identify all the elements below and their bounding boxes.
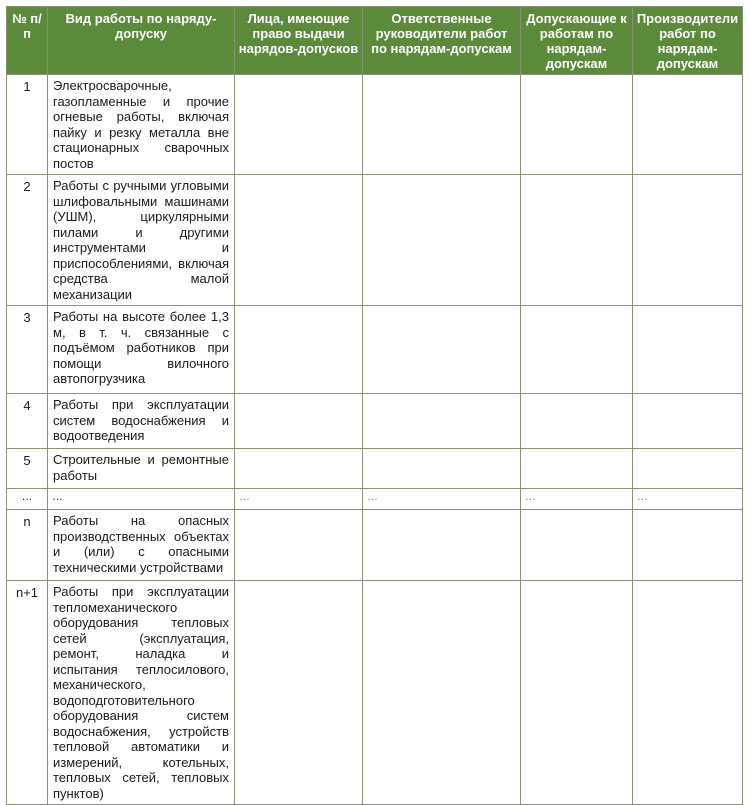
cell-issuers	[235, 175, 363, 306]
row-num: 4	[7, 394, 48, 449]
cell-issuers	[235, 394, 363, 449]
row-num: …	[7, 489, 48, 510]
header-admitters: Допускающие к работам по нарядам-допускам	[521, 7, 633, 75]
cell-producers	[633, 75, 743, 175]
header-num: № п/п	[7, 7, 48, 75]
ellipsis-row	[7, 489, 743, 510]
table-row	[7, 449, 743, 489]
row-work-type: Работы при эксплуатации тепломеханического оборудования тепловых сетей (эксплуатация, ремонт, наладка и испытания теплосилового, механического, водоподготовительного оборудования систем водоснабжения, устройств тепловой автоматики и измерений, котельных, тепловых сетей, тепловых пунктов)	[48, 581, 235, 805]
cell-producers	[633, 581, 743, 805]
cell-admitters	[521, 75, 633, 175]
table-row	[7, 75, 743, 175]
row-work-type: Строительные и ремонтные работы	[48, 449, 235, 489]
cell-admitters	[521, 510, 633, 581]
cell-producers	[633, 306, 743, 394]
cell-producers	[633, 510, 743, 581]
header-managers: Ответственные руководители работ по нарядам-допускам	[363, 7, 521, 75]
cell-admitters	[521, 581, 633, 805]
cell-managers	[363, 75, 521, 175]
permit-table	[6, 6, 743, 805]
row-num: 1	[7, 75, 48, 175]
cell-admitters: …	[521, 489, 633, 510]
cell-issuers	[235, 75, 363, 175]
cell-admitters	[521, 175, 633, 306]
cell-managers	[363, 394, 521, 449]
cell-issuers: …	[235, 489, 363, 510]
cell-producers	[633, 394, 743, 449]
cell-managers	[363, 306, 521, 394]
cell-admitters	[521, 449, 633, 489]
cell-issuers	[235, 581, 363, 805]
cell-admitters	[521, 394, 633, 449]
cell-managers: …	[363, 489, 521, 510]
row-work-type: …	[48, 489, 235, 510]
row-num: 5	[7, 449, 48, 489]
row-work-type: Работы при эксплуатации систем водоснабжения и водоотведения	[48, 394, 235, 449]
cell-issuers	[235, 306, 363, 394]
table-row	[7, 306, 743, 394]
cell-managers	[363, 175, 521, 306]
cell-managers	[363, 581, 521, 805]
cell-producers	[633, 175, 743, 306]
row-num: 2	[7, 175, 48, 306]
table-row	[7, 581, 743, 805]
cell-producers	[633, 449, 743, 489]
header-issuers: Лица, имеющие право выдачи нарядов-допусков	[235, 7, 363, 75]
table-row	[7, 175, 743, 306]
table-row	[7, 510, 743, 581]
row-num: 3	[7, 306, 48, 394]
row-num: n	[7, 510, 48, 581]
row-work-type: Работы на высоте более 1,3 м, в т. ч. связанные с подъёмом работников при помощи вилочного автопогрузчика	[48, 306, 235, 394]
header-row	[7, 7, 743, 75]
header-producers: Производители работ по нарядам-допускам	[633, 7, 743, 75]
cell-producers: …	[633, 489, 743, 510]
cell-managers	[363, 449, 521, 489]
cell-managers	[363, 510, 521, 581]
row-num: n+1	[7, 581, 48, 805]
table-row	[7, 394, 743, 449]
row-work-type: Работы на опасных производственных объектах и (или) с опасными техническими устройствами	[48, 510, 235, 581]
row-work-type: Электросварочные, газопламенные и прочие огневые работы, включая пайку и резку металла вне стационарных сварочных постов	[48, 75, 235, 175]
cell-admitters	[521, 306, 633, 394]
header-work-type: Вид работы по наряду-допуску	[48, 7, 235, 75]
cell-issuers	[235, 449, 363, 489]
cell-issuers	[235, 510, 363, 581]
row-work-type: Работы с ручными угловыми шлифовальными машинами (УШМ), циркулярными пилами и другими инструментами и приспособлениями, включая средства малой механизации	[48, 175, 235, 306]
